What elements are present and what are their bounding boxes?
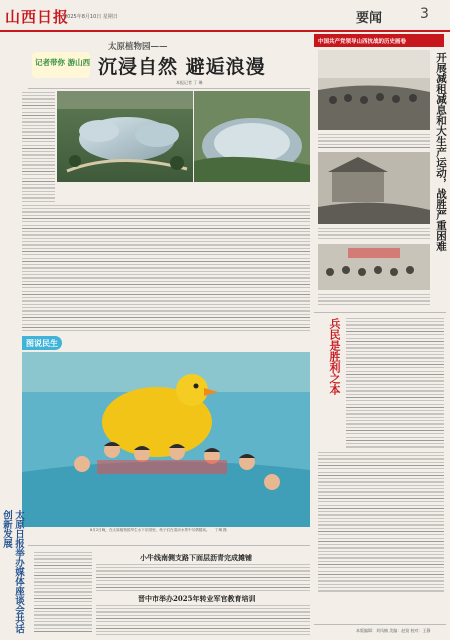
history-photo-1-image (318, 50, 430, 130)
bottom-left-headline: 太原日报举办媒体座谈会共话创新发展 (1, 510, 24, 634)
story-byline: 本报记者 丁 琳 (176, 80, 203, 85)
history-photo-2 (318, 152, 430, 224)
right-column-banner-text: 中国共产党领导山西抗战的历史画卷 (318, 39, 407, 45)
column-logo (32, 52, 90, 78)
page-number: 3 (420, 6, 429, 22)
pool-photo (22, 352, 310, 527)
article-2-text (96, 605, 310, 635)
story-kicker: 太原植物园—— (108, 42, 168, 52)
section-title: 要闻 (356, 11, 383, 26)
photo-banner-label: 图说民生 (26, 338, 58, 348)
history-photo-2-image (318, 152, 430, 224)
photo-caption-text: 8月2日晚，在太原植物园旱生水下乐园里，孩子们在清凉水景中尽情嬉戏。 (90, 528, 210, 532)
aerial-photo-image (57, 91, 193, 182)
glasshouse-photo-image (194, 91, 310, 182)
right-column-banner (314, 34, 444, 47)
history-caption-2 (318, 228, 430, 240)
right-column-body-1 (346, 318, 444, 448)
aerial-photo (57, 91, 193, 182)
story-intro-text (22, 92, 55, 202)
history-caption-1 (318, 134, 430, 148)
article-2-headline: 晋中市举办2025年转业军官教育培训 (138, 594, 256, 603)
bottom-left-text (34, 552, 92, 634)
right-column-footer-rule (314, 624, 446, 625)
bottom-divider (28, 545, 310, 546)
story-body-text (22, 205, 310, 333)
masthead (0, 0, 450, 32)
history-photo-1 (318, 50, 430, 130)
right-column-headline: 开展减租减息和大生产运动，战胜严重困难 (435, 52, 447, 252)
right-divider (314, 312, 446, 313)
masthead-rule (0, 30, 450, 32)
right-column-subhead: 兵民是胜利之本 (328, 318, 341, 395)
history-photo-3 (318, 244, 430, 290)
article-1-text (96, 564, 310, 592)
newspaper-logo: 山西日报 (5, 8, 70, 26)
history-photo-3-image (318, 244, 430, 290)
story-headline: 沉浸自然 避逅浪漫 (98, 56, 266, 78)
history-caption-3 (318, 294, 430, 306)
right-column-body-2 (318, 452, 444, 594)
issue-date: 2025年8月10日 星期日 (64, 14, 118, 20)
photo-banner (22, 336, 62, 350)
photo-credit: 丁琳 摄 (214, 528, 227, 532)
glasshouse-photo (194, 91, 310, 182)
editor-line: 本版编辑：刘凤楠 美编：赵贤 校对：王静 (356, 628, 431, 633)
photo-caption (90, 528, 310, 538)
pool-photo-image (22, 352, 310, 527)
column-logo-text: 记者带你 游山西 (35, 58, 91, 67)
story-rule (28, 88, 310, 89)
article-1-headline: 小牛线南侧支路下面层沥青完成摊铺 (140, 553, 252, 562)
